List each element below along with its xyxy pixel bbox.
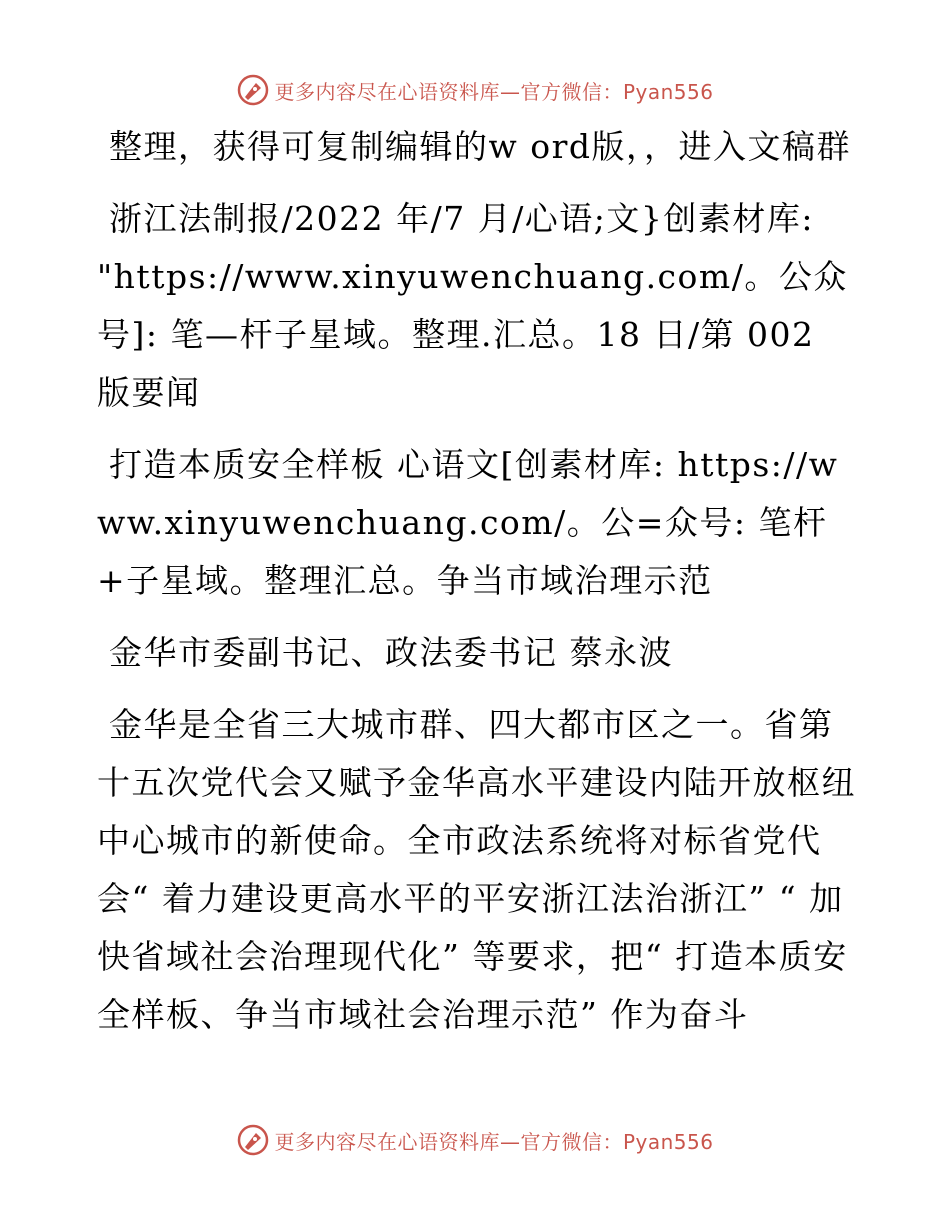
pen-nib-logo-icon (236, 73, 270, 107)
paragraph-intro: 整理，获得可复制编辑的w ord版，，进入文稿群 (109, 127, 852, 166)
pen-nib-logo-icon (236, 1123, 270, 1157)
paragraph-body: 金华是全省三大城市群、四大都市区之一。省第十五次党代会又赋予金华高水平建设内陆开放枢纽中心城市的新使命。全市政法系统将对标省党代会“ 着力建设更高水平的平安浙江法治浙江” “ 加快省域社会治理现代化” 等要求，把“ 打造本质安全样板、争当市域社会治理示范” 作为奋斗 (97, 705, 856, 1034)
paragraph-title: 打造本质安全样板 心语文[创素材库: https://www.xinyuwenchuang.com/。公=众号: 笔杆+子星域。整理汇总。争当市域治理示范 (97, 445, 839, 600)
paragraph-author: 金华市委副书记、政法委书记 蔡永波 (109, 633, 673, 672)
paragraph-source: 浙江法制报/2022 年/7 月/心语;文}创素材库: "https://www.xinyuwenchuang.com/。公众号]: 笔—杆子星域。整理.汇总。18 日/第 002 版要闻 (97, 199, 848, 412)
header-watermark-text: 更多内容尽在心语资料库—官方微信：Pyan556 (274, 79, 714, 104)
footer-watermark-text: 更多内容尽在心语资料库—官方微信：Pyan556 (274, 1129, 714, 1154)
document-body (97, 118, 857, 1058)
header-watermark-banner (0, 70, 950, 110)
footer-watermark-banner (0, 1120, 950, 1160)
